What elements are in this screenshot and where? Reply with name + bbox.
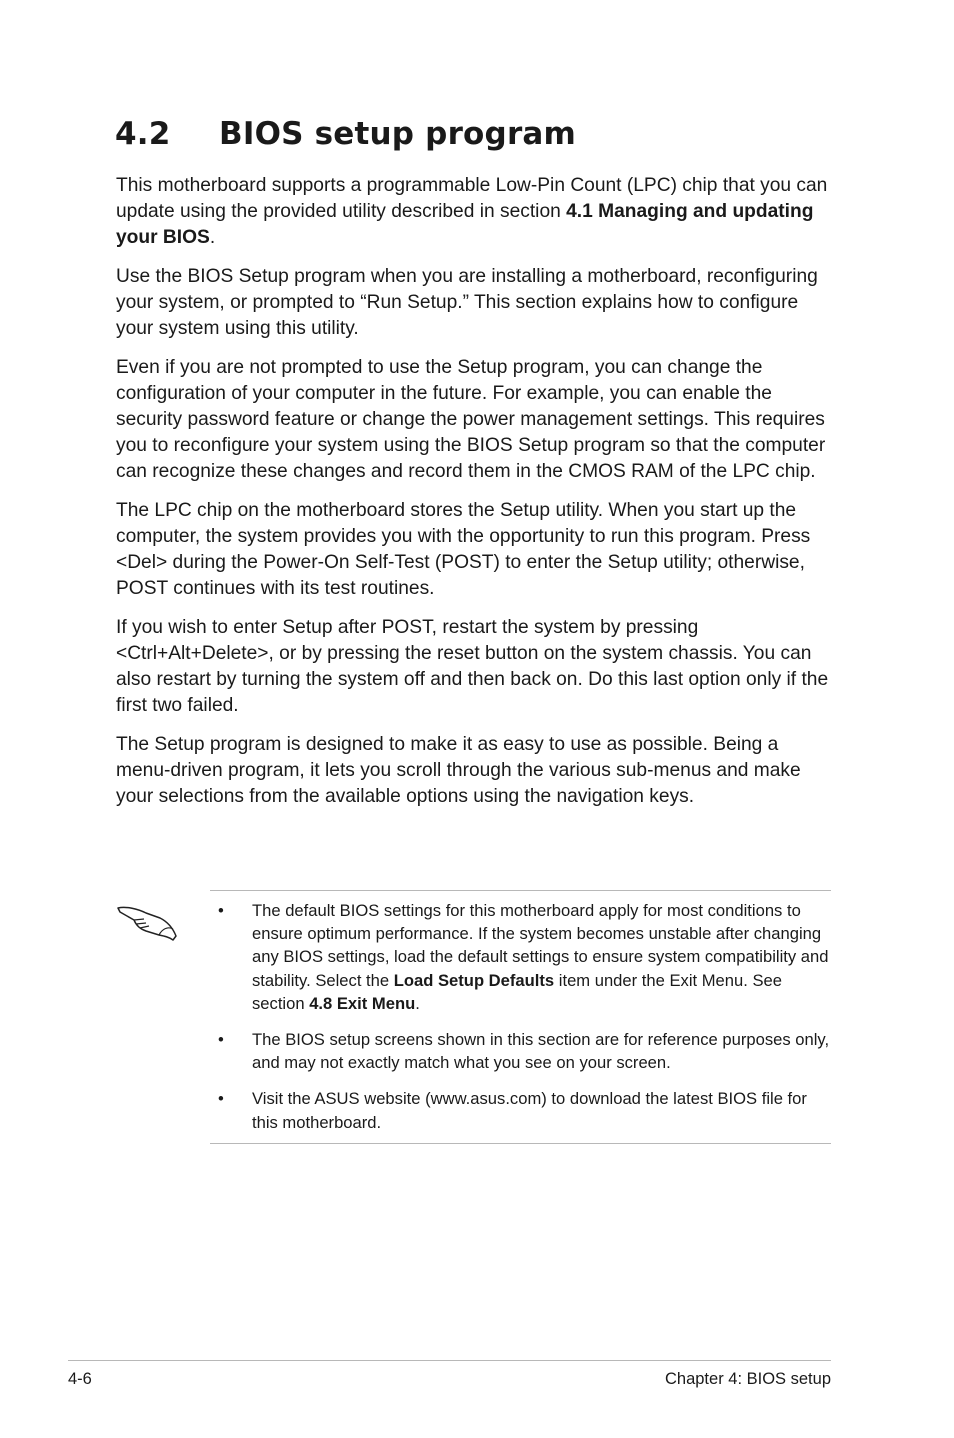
footer-divider xyxy=(68,1360,831,1361)
section-heading xyxy=(115,116,576,152)
note-text: The BIOS setup screens shown in this section are for reference purposes only, and may not exactly match what you see on your screen. xyxy=(252,1030,830,1073)
paragraph xyxy=(116,173,836,251)
note-list xyxy=(210,899,835,1147)
paragraph-text: Even if you are not prompted to use the Setup program, you can change the configuration of your computer in the future. For example, you can enable the security password feature or change the power management settings. This requires you to reconfigure your system using the BIOS Setup program so that the computer can recognize these changes and record them in the CMOS RAM of the LPC chip. xyxy=(116,357,826,482)
paragraph-text: The LPC chip on the motherboard stores the Setup utility. When you start up the computer, the system provides you with the opportunity to run this program. Press <Del> during the Power-On Self-Test (POST) to enter the Setup utility; otherwise, POST continues with its test routines. xyxy=(116,500,811,599)
note-text: . xyxy=(415,993,420,1013)
note-text: Visit the ASUS website (www.asus.com) to download the latest BIOS file for this motherboard. xyxy=(252,1089,807,1132)
paragraph-text: The Setup program is designed to make it as easy to use as possible. Being a menu-driven program, it lets you scroll through the various sub-menus and make your selections from the available options using the navigation keys. xyxy=(116,734,801,807)
paragraph xyxy=(116,264,836,342)
note-text: item under the Exit Menu. See section xyxy=(252,970,782,1013)
menu-item-reference: Load Setup Defaults xyxy=(393,970,555,990)
bullet-icon: • xyxy=(218,1089,224,1109)
paragraph xyxy=(116,615,836,719)
section-reference: 4.8 Exit Menu xyxy=(309,993,416,1013)
note-text: The default BIOS settings for this motherboard apply for most conditions to ensure optimum performance. If the system becomes unstable after changing any BIOS settings, load the default settings to ensure system compatibility and stability. Select the xyxy=(252,901,829,990)
bullet-icon: • xyxy=(218,1030,224,1050)
paragraph-text: . xyxy=(209,227,216,248)
note-item xyxy=(210,1028,835,1074)
paragraph-text: If you wish to enter Setup after POST, restart the system by pressing <Ctrl+Alt+Delete>, or by pressing the reset button on the system chassis. You can also restart by turning the system off and then back on. Do this last option only if the first two failed. xyxy=(116,617,829,716)
section-reference: 4.1 Managing and updating your BIOS xyxy=(116,201,814,248)
paragraph xyxy=(116,732,836,810)
section-title: BIOS setup program xyxy=(219,116,577,152)
note-item xyxy=(210,899,835,1015)
chapter-label: Chapter 4: BIOS setup xyxy=(664,1370,831,1388)
bullet-icon: • xyxy=(218,901,224,920)
hand-pointing-icon xyxy=(116,896,180,944)
page-number: 4-6 xyxy=(68,1370,92,1388)
note-box xyxy=(210,890,831,1144)
body-text xyxy=(116,173,836,823)
paragraph-text: Use the BIOS Setup program when you are installing a motherboard, reconfiguring your system, or prompted to “Run Setup.” This section explains how to configure your system using this utility. xyxy=(116,266,818,339)
paragraph xyxy=(116,498,836,602)
paragraph-text: This motherboard supports a programmable Low-Pin Count (LPC) chip that you can update using the provided utility described in section xyxy=(116,175,828,222)
note-item xyxy=(210,1087,835,1133)
paragraph xyxy=(116,355,836,485)
section-number: 4.2 xyxy=(115,116,171,152)
